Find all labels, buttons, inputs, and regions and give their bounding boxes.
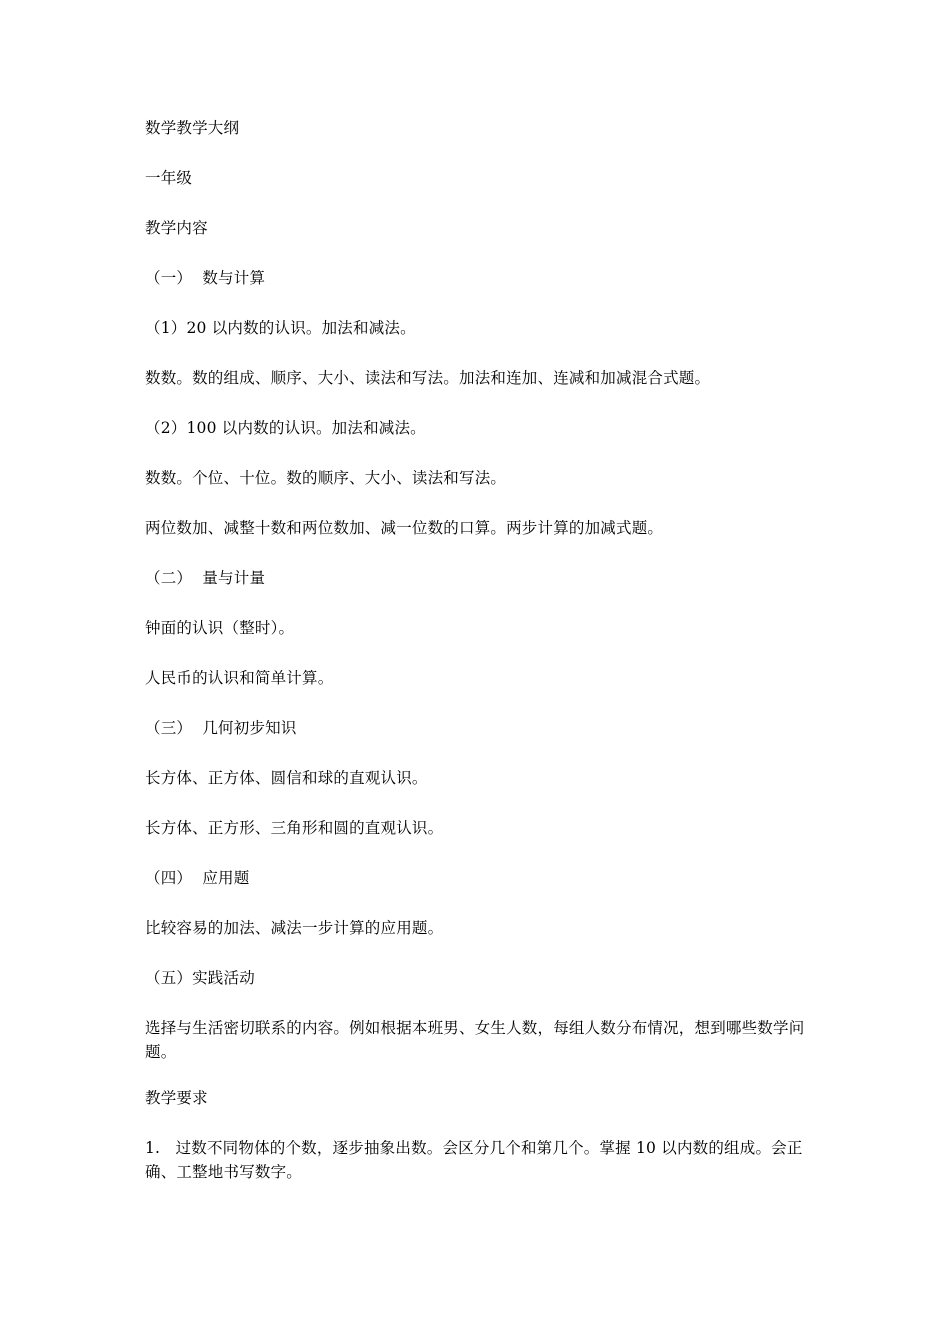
document-body (145, 116, 815, 1210)
grade-heading: 一年级 (145, 169, 193, 187)
part5-desc: 选择与生活密切联系的内容。例如根据本班男、女生人数，每组人数分布情况，想到哪些数学问题。 (145, 1019, 805, 1061)
requirement-1: 1. 过数不同物体的个数，逐步抽象出数。会区分几个和第几个。掌握 10 以内数的组成。会正确、工整地书写数字。 (145, 1139, 803, 1181)
part3-heading: （三） 几何初步知识 (145, 719, 297, 737)
part1-item2-desc1: 数数。个位、十位。数的顺序、大小、读法和写法。 (145, 469, 507, 487)
section-heading-requirements: 教学要求 (145, 1089, 208, 1107)
part4-heading: （四） 应用题 (145, 869, 250, 887)
part2-desc2: 人民币的认识和简单计算。 (145, 669, 334, 687)
part1-heading: （一） 数与计算 (145, 269, 266, 287)
document-title: 数学教学大纲 (145, 119, 240, 137)
part1-item2: （2）100 以内数的认识。加法和减法。 (145, 419, 426, 437)
part1-item1-desc: 数数。数的组成、顺序、大小、读法和写法。加法和连加、连减和加减混合式题。 (145, 369, 711, 387)
part2-heading: （二） 量与计量 (145, 569, 266, 587)
part2-desc1: 钟面的认识（整时）。 (145, 619, 295, 637)
part4-desc: 比较容易的加法、减法一步计算的应用题。 (145, 919, 444, 937)
part3-desc1: 长方体、正方体、圆信和球的直观认识。 (145, 769, 428, 787)
part1-item1: （1）20 以内数的认识。加法和减法。 (145, 319, 416, 337)
part3-desc2: 长方体、正方形、三角形和圆的直观认识。 (145, 819, 444, 837)
part1-item2-desc2: 两位数加、减整十数和两位数加、减一位数的口算。两步计算的加减式题。 (145, 519, 664, 537)
part5-heading: （五）实践活动 (145, 969, 255, 987)
section-heading-content: 教学内容 (145, 219, 208, 237)
